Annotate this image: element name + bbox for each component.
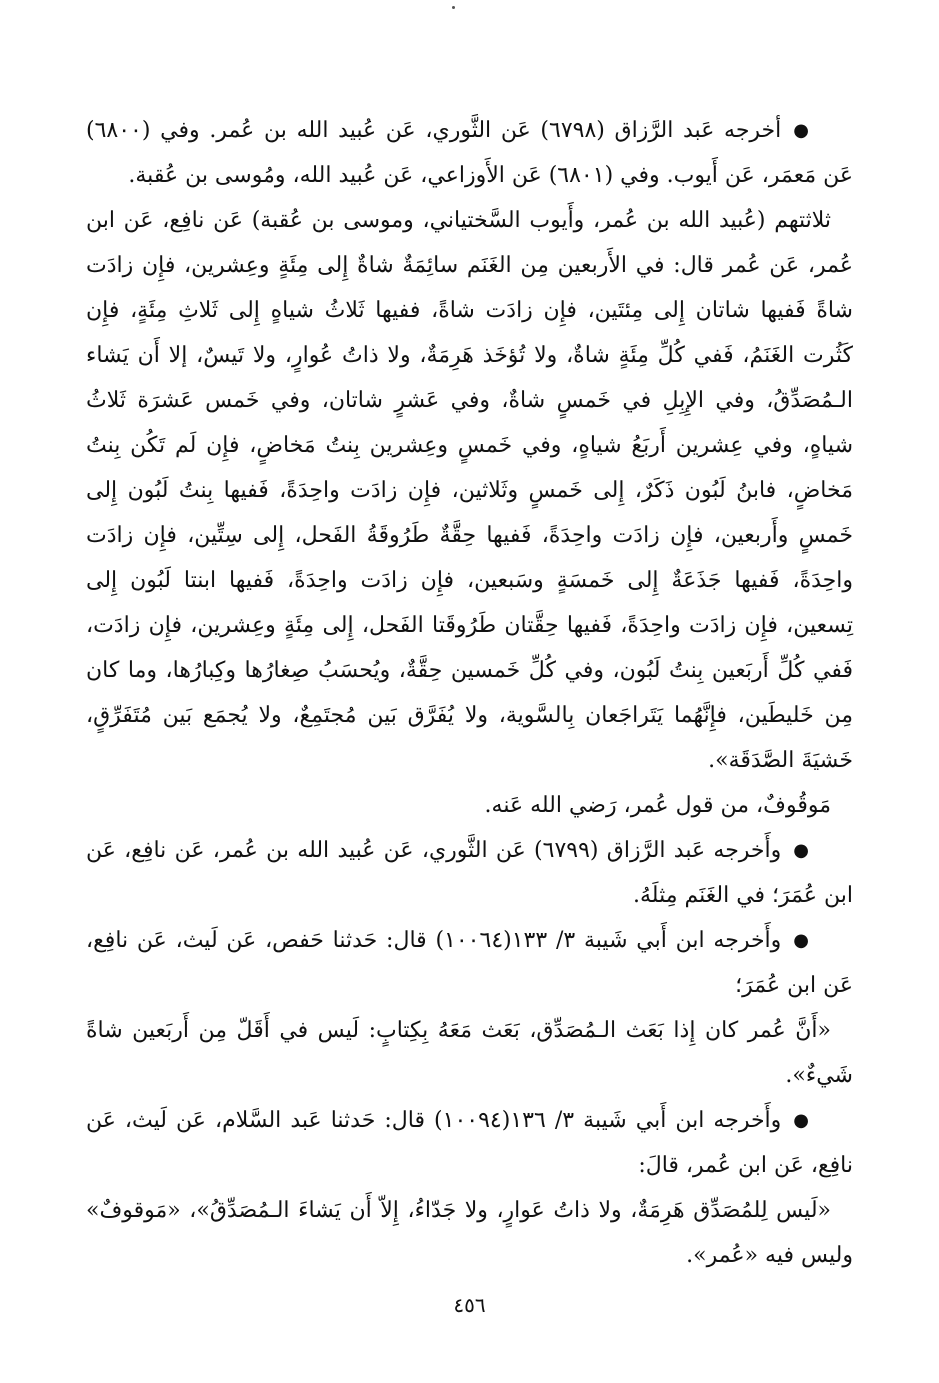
bulleted-paragraph	[86, 108, 853, 198]
bullet-icon: ●	[793, 840, 809, 861]
paragraph	[86, 1188, 853, 1278]
paragraph-text: ثلاثتهم (عُبيد الله بن عُمر، وأَيوب السَّختياني، وموسى بن عُقبة) عَن نافِع، عَن ابن عُمر، عَن عُمر قال: في الأَربعين مِن الغَنَم سائِمَةٌ شاةٌ إِلى مِئَةٍ وعِشرين، فإِن زادَت شاةً فَفيها شاتان إِلى مِئتَين، فإِن زادَت شاةً، ففيها ثَلاثُ شياهٍ إِلى ثَلاثِ مِئَةٍ، فإِن كَثُرت الغَنَمُ، فَفي كُلِّ مِئَةٍ شاةٌ، ولا تُؤخَذ هَرِمَةٌ، ولا ذاتُ عُوارٍ، ولا تَيسٌ، إلا أَن يَشاء الـمُصَدِّقُ، وفي الإِبِلِ في خَمسٍ شاةٌ، وفي عَشرٍ شاتان، وفي خَمس عَشرَة ثَلاثُ شياهٍ، وفي عِشرين أَربَعُ شياهٍ، وفي خَمسٍ وعِشرين بِنتُ مَخاضٍ، فإِن لَم تَكُن بِنتُ مَخاضٍ، فابنُ لَبُون ذَكَرٌ، إِلى خَمسٍ وثَلاثين، فإِن زادَت واحِدَةً، فَفيها بِنتُ لَبُون إِلى خَمسٍ وأَربعين، فإِن زادَت واحِدَةً، فَفيها حِقَّةٌ طَرُوقَةُ الفَحل، إِلى سِتِّين، فإِن زادَت واحِدَةً، فَفيها جَذَعَةٌ إِلى خَمسَةٍ وسَبعين، فإِن زادَت واحِدَةً، فَفيها ابنتا لَبُون إِلى تِسعين، فإِن زادَت واحِدَةً، فَفيها حِقَّتان طَرُوقَتا الفَحل، إِلى مِئَةٍ وعِشرين، فإِن زادَت، فَفي كُلِّ أَربَعين بِنتُ لَبُون، وفي كُلِّ خَمسين حِقَّةٌ، ويُحسَبُ صِغارُها وكِبارُها، وما كان مِن خَليطَين، فإِنَّهُما يَتَراجَعان بِالسَّوية، ولا يُفَرَّق بَين مُجتَمِعٌ، ولا يُجمَع بَين مُتَفَرِّقٍ، خَشيَةَ الصَّدَقَة».	[86, 208, 853, 773]
page-top-mark	[452, 6, 455, 9]
bullet-icon: ●	[793, 1110, 810, 1131]
paragraph-text: مَوقُوفٌ، من قول عُمر، رَضي الله عَنه.	[484, 793, 831, 818]
bullet-icon: ●	[793, 930, 810, 951]
paragraph-text: وأَخرجه عَبد الرَّزاق (٦٧٩٩) عَن الثَّوري، عَن عُبيد الله بن عُمر، عَن نافِع، عَن ابن عُمَرَ؛ في الغَنَم مِثلَهُ.	[86, 838, 853, 908]
paragraph-text: وأَخرجه ابن أَبي شَيبة ٣/ ١٣٣(١٠٠٦٤) قال: حَدثنا حَفص، عَن لَيث، عَن نافِع، عَن ابن عُمَرَ؛	[86, 928, 853, 998]
paragraph-text: وأَخرجه ابن أَبي شَيبة ٣/ ١٣٦(١٠٠٩٤) قال: حَدثنا عَبد السَّلام، عَن لَيث، عَن نافِع، عَن ابن عُمر، قالَ:	[86, 1108, 853, 1178]
bulleted-paragraph	[86, 1098, 853, 1188]
page-number: ٤٥٦	[453, 1293, 486, 1317]
paragraph-text: «أَنَّ عُمر كان إِذا بَعَث الـمُصَدِّق، بَعَث مَعَهُ بِكِتابٍ: لَيس في أَقَلّ مِن أَربَعين شاةً شَيءٌ».	[86, 1018, 853, 1088]
paragraph-text: «لَيس لِلمُصَدِّق هَرِمَةٌ، ولا ذاتُ عَوارٍ، ولا جَدّاءُ، إِلاّ أَن يَشاءَ الـمُصَدِّقُ»، «مَوقوفٌ» وليس فيه «عُمر».	[86, 1198, 853, 1268]
bulleted-paragraph	[86, 828, 853, 918]
paragraph	[86, 1008, 853, 1098]
paragraph	[86, 198, 853, 783]
bullet-icon: ●	[793, 120, 809, 141]
bulleted-paragraph	[86, 918, 853, 1008]
main-text	[86, 108, 853, 1278]
paragraph	[86, 783, 853, 828]
paragraph-text: أخرجه عَبد الرَّزاق (٦٧٩٨) عَن الثَّوري، عَن عُبيد الله بن عُمر. وفي (٦٨٠٠) عَن مَعمَر، عَن أَيوب. وفي (٦٨٠١) عَن الأَوزاعي، عَن عُبيد الله، ومُوسى بن عُقبة.	[86, 118, 853, 188]
